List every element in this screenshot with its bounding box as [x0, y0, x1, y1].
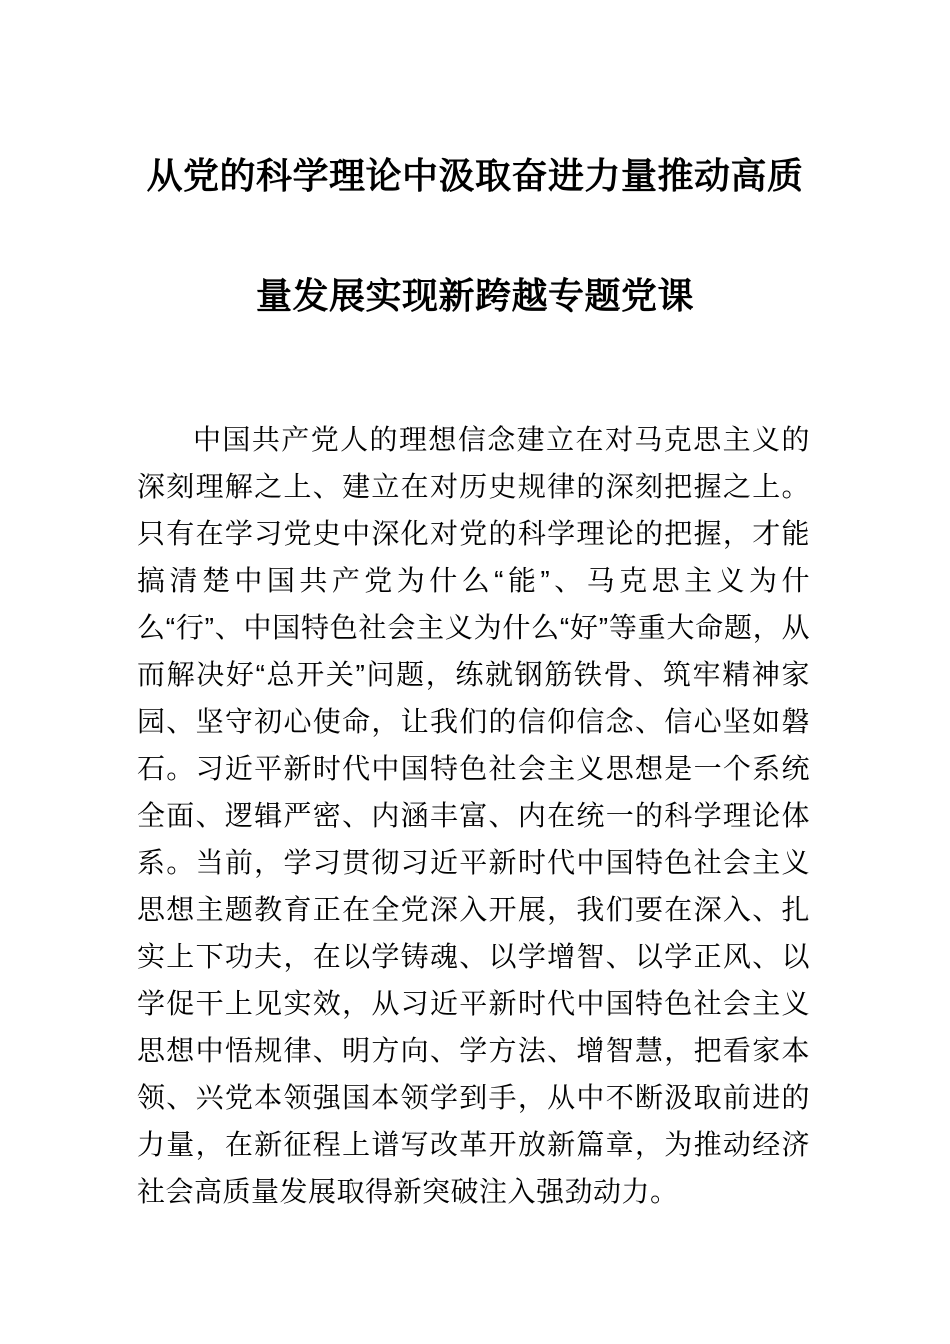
document-title-line-2: 量发展实现新跨越专题党课	[255, 275, 694, 316]
document-body	[0, 416, 950, 1215]
document-title-line-1: 从党的科学理论中汲取奋进力量推动高质	[146, 155, 804, 196]
document-title	[0, 116, 950, 356]
body-paragraph: 中国共产党人的理想信念建立在对马克思主义的深刻理解之上、建立在对历史规律的深刻把握之上。只有在学习党史中深化对党的科学理论的把握，才能搞清楚中国共产党为什么“能”、马克思主义为什么“行”、中国特色社会主义为什么“好”等重大命题，从而解决好“总开关”问题，练就钢筋铁骨、筑牢精神家园、坚守初心使命，让我们的信仰信念、信心坚如磐石。习近平新时代中国特色社会主义思想是一个系统全面、逻辑严密、内涵丰富、内在统一的科学理论体系。当前，学习贯彻习近平新时代中国特色社会主义思想主题教育正在全党深入开展，我们要在深入、扎实上下功夫，在以学铸魂、以学增智、以学正风、以学促干上见实效，从习近平新时代中国特色社会主义思想中悟规律、明方向、学方法、增智慧，把看家本领、兴党本领强国本领学到手，从中不断汲取前进的力量，在新征程上谱写改革开放新篇章，为推动经济社会高质量发展取得新突破注入强劲动力。	[137, 424, 810, 1207]
